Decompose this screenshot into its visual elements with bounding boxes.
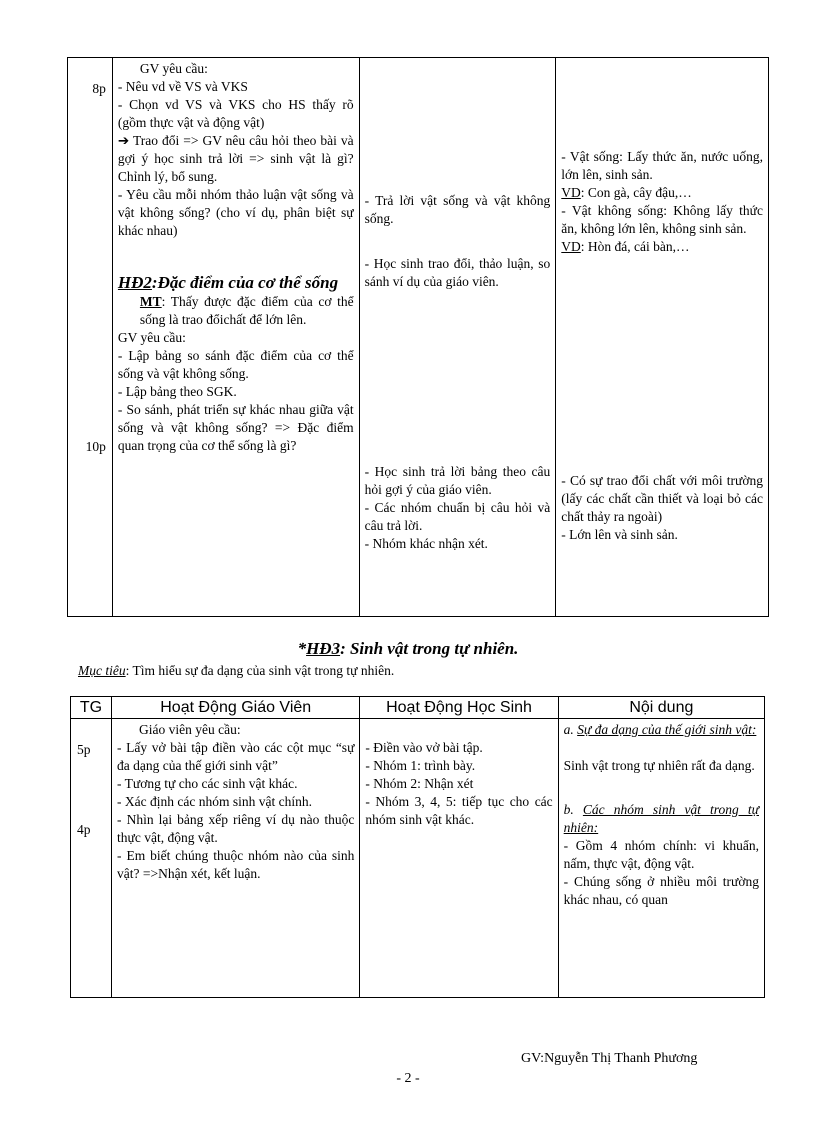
text-line: - Chọn vd VS và VKS cho HS thấy rõ (gồm thực vật và động vật) [117,97,354,130]
student-activity-column [360,719,558,998]
text-line: ➔ Trao đổi => GV nêu câu hỏi theo bài và gợi ý học sinh trả lời => sinh vật là gì? Chỉnh lý, bổ sung. [117,133,354,184]
content-column [556,58,769,617]
text-line: Sinh vật trong tự nhiên rất đa dạng. [563,758,755,773]
text-line: - So sánh, phát triển sự khác nhau giữa vật sống và vật không sống? => Đặc điểm quan trọng của cơ thể sống là gì? [117,402,354,453]
text-line: - Học sinh trả lời bảng theo câu hỏi gợi ý của giáo viên. [364,464,551,497]
section-title-text: : Sinh vật trong tự nhiên. [340,639,519,658]
objective-label: MT [139,294,162,309]
example-label: VD [561,239,581,254]
text-line: - Lập bảng theo SGK. [117,384,237,399]
lesson-table-1 [67,57,769,617]
subheading-prefix: b. [563,802,583,817]
subheading-b [564,801,759,837]
subheading-title: Sự đa dạng của thế giới sinh vật: [577,722,757,737]
text-line: - Lớn lên và sinh sản. [561,527,678,542]
hd2-title: :Đặc điểm của cơ thể sống [151,273,339,292]
hd2-code: HĐ2 [117,273,152,292]
hd2-heading [118,272,354,293]
teacher-activity-column [112,719,360,998]
text-line: - Các nhóm chuẩn bị câu hỏi và câu trả lời. [364,500,551,533]
time-value: 8p [92,81,106,96]
text-line: GV yêu cầu: [117,330,186,345]
text-line: - Yêu cầu mỗi nhóm thảo luận vật sống và vật không sống? (cho ví dụ, phân biệt sự khác nhau) [117,187,354,238]
text-line: - Lấy vở bài tập điền vào các cột mục “sự đa dạng của thế giới sinh vật” [117,740,355,773]
time-value: 4p [77,822,91,837]
objective-text: : Tìm hiểu sự đa dạng của sinh vật trong tự nhiên. [125,663,395,678]
section-title [0,640,816,658]
teacher-activity-column [112,58,359,617]
time-column [71,719,112,998]
text-line: - Nhóm khác nhận xét. [364,536,488,551]
text-line: - Vật không sống: Không lấy thức ăn, không lớn lên, không sinh sản. [561,203,763,236]
section-star: * [297,639,307,658]
subheading-a [564,721,759,739]
example-text: : Hòn đá, cái bàn,… [580,239,690,254]
text-line: - Học sinh trao đổi, thảo luận, so sánh ví dụ của giáo viên. [364,256,551,289]
subheading-title: Các nhóm sinh vật trong tự nhiên: [563,802,759,835]
header-teacher: Hoạt Động Giáo Viên [112,697,360,719]
objective-text: : Thấy được đặc điểm của cơ thể sống là trao đổichất để lớn lên. [139,294,354,327]
subheading-prefix: a. [563,722,578,737]
text-line: - Nêu vd về VS và VKS [117,79,248,94]
time-value: 5p [77,742,91,757]
text-line: - Lập bảng so sánh đặc điểm của cơ thể sống và vật không sống. [117,348,354,381]
text-line: - Gồm 4 nhóm chính: vi khuẩn, nấm, thực vật, động vật. [563,838,759,871]
header-student: Hoạt Động Học Sinh [360,697,558,719]
student-activity-column [359,58,556,617]
text-line: - Nhóm 2: Nhận xét [365,776,474,791]
text-line: - Nhóm 3, 4, 5: tiếp tục cho các nhóm sinh vật khác. [365,794,553,827]
text-line: - Em biết chúng thuộc nhóm nào của sinh vật? =>Nhận xét, kết luận. [117,848,355,881]
text-line: GV yêu cầu: [139,61,208,76]
text-line: - Nhóm 1: trình bày. [365,758,476,773]
text-line: - Điền vào vở bài tập. [365,740,483,755]
example-label: VD [561,185,581,200]
objective-label: Mục tiêu [78,663,126,678]
text-line: - Trả lời vật sống và vật không sống. [364,193,551,226]
time-value: 10p [85,439,106,454]
text-line: Giáo viên yêu cầu: [139,722,241,737]
text-line: - Nhìn lại bảng xếp riêng ví dụ nào thuộc thực vật, động vật. [117,812,355,845]
content-column [558,719,764,998]
header-row [71,697,765,719]
text-line: - Có sự trao đổi chất với môi trường (lấy các chất cần thiết và loại bỏ các chất thảy ra ngoài) [561,473,763,524]
text-line: - Vật sống: Lấy thức ăn, nước uống, lớn lên, sinh sản. [561,149,763,182]
text-line: - Xác định các nhóm sinh vật chính. [117,794,312,809]
text-line: - Tương tự cho các sinh vật khác. [117,776,298,791]
table-row [68,58,769,617]
example-text: : Con gà, cây đậu,… [580,185,692,200]
text-line: - Chúng sống ở nhiều môi trường khác nhau, có quan [563,874,759,907]
time-column [68,58,113,617]
example-line [561,184,763,202]
objective-line [78,662,394,680]
header-content: Nội dung [558,697,764,719]
page-number: - 2 - [396,1071,420,1086]
table-row [71,719,765,998]
lesson-table-2 [70,696,765,998]
objective-line [118,293,354,329]
example-line [561,238,763,256]
section-code: HĐ3 [306,639,341,658]
teacher-name: GV:Nguyễn Thị Thanh Phương [521,1051,698,1066]
header-time: TG [71,697,112,719]
